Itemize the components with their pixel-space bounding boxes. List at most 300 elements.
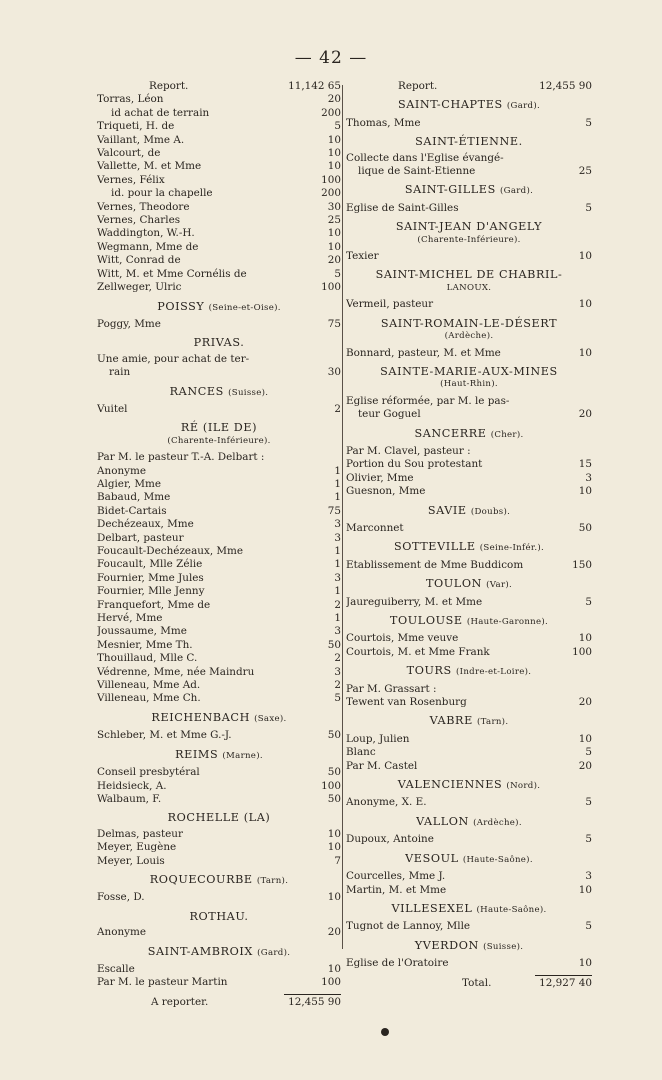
entry-name — [346, 152, 575, 179]
locality-region: (Nord). — [506, 781, 541, 792]
locality-region: (Tarn). — [477, 717, 509, 728]
entry-amount: 5 — [585, 116, 592, 129]
entry-amount: 3 — [334, 571, 341, 584]
locality-name: SAINT-MICHEL DE CHABRIL- — [375, 268, 563, 282]
entry-amount: 5 — [585, 746, 592, 759]
entry-amount: 5 — [585, 796, 592, 809]
entry-row — [97, 625, 341, 638]
locality-name: PRIVAS. — [193, 336, 245, 350]
entry-name: Martin, M. et Mme — [346, 883, 447, 896]
entry-row — [97, 491, 341, 504]
entry-amount: 1 — [334, 464, 341, 477]
entry-amount: 20 — [578, 759, 592, 772]
entry-amount: 50 — [327, 766, 341, 779]
entry-amount: 200 — [321, 106, 341, 119]
entry-row — [97, 612, 341, 625]
entry-amount: 25 — [327, 214, 341, 227]
bottom-ornament — [381, 1028, 389, 1036]
entry-row — [97, 227, 341, 240]
locality-heading — [346, 98, 592, 113]
entry-amount: 30 — [327, 366, 341, 379]
locality-heading — [97, 910, 341, 923]
locality-heading — [346, 183, 592, 198]
entry-amount: 10 — [327, 227, 341, 240]
entry-name: Thomas, Mme — [346, 116, 421, 129]
locality-name: SOTTEVILLE — [393, 540, 476, 554]
entry-name: Par M. le pasteur T.-A. Delbart : — [97, 451, 265, 464]
entry-row — [97, 692, 341, 705]
locality-region: (Ardèche). — [473, 817, 522, 828]
entry-name-line: lique de Saint-Etienne — [358, 165, 476, 178]
entry-amount: 1 — [334, 612, 341, 625]
entry-amount: 5 — [585, 920, 592, 933]
locality-region: (Seine-et-Oise). — [208, 302, 281, 313]
locality-heading — [346, 614, 592, 629]
entry-name: Eglise de l'Oratoire — [346, 957, 449, 970]
locality-heading — [97, 873, 341, 888]
entry-amount: 50 — [327, 792, 341, 805]
report-row — [346, 80, 592, 93]
entry-row — [97, 963, 341, 976]
entry-name: Joussaume, Mme — [97, 625, 187, 638]
locality-name: SAINT-ÉTIENNE. — [415, 135, 523, 149]
entry-name: Heidsieck, A. — [97, 779, 167, 792]
locality-heading — [346, 135, 592, 148]
entry-amount: 10 — [578, 250, 592, 263]
entry-amount: 10 — [578, 298, 592, 311]
entry-amount: 100 — [572, 645, 592, 658]
locality-heading — [346, 540, 592, 555]
entry-name: Anonyme — [97, 926, 147, 939]
entry-name: Witt, M. et Mme Cornélis de — [97, 267, 247, 280]
locality-name: SAINT-AMBROIX — [147, 944, 253, 958]
locality-heading — [97, 711, 341, 726]
entry-name: Vernes, Charles — [97, 214, 181, 227]
entry-name: Courcelles, Mme J. — [346, 870, 446, 883]
entry-row — [97, 585, 341, 598]
carry-forward-row — [97, 994, 341, 1009]
entry-name: Vallette, M. et Mme — [97, 160, 202, 173]
entry-name: Fournier, Mlle Jenny — [97, 585, 205, 598]
entry-row — [97, 201, 341, 214]
entry-name — [97, 353, 324, 380]
entry-row — [346, 152, 592, 179]
entry-name: Walbaum, F. — [97, 792, 162, 805]
locality-name: RANCES — [169, 384, 224, 398]
entry-row — [346, 683, 592, 696]
entry-amount: 100 — [321, 976, 341, 989]
entry-name: Mesnier, Mme Th. — [97, 638, 193, 651]
locality-heading — [346, 778, 592, 793]
entry-row — [97, 93, 341, 106]
entry-row — [97, 891, 341, 904]
entry-name: Olivier, Mme — [346, 471, 414, 484]
entry-amount: 75 — [327, 504, 341, 517]
entry-row — [346, 298, 592, 311]
locality-region: (Doubs). — [470, 506, 511, 517]
page-number: — 42 — — [294, 48, 368, 68]
entry-name: Escalle — [97, 962, 135, 975]
entry-row — [346, 870, 592, 883]
entry-row — [97, 841, 341, 854]
entry-amount: 1 — [334, 558, 341, 571]
entry-amount: 1 — [334, 545, 341, 557]
entry-name: Waddington, W.-H. — [97, 227, 195, 240]
entry-name: Algier, Mme — [97, 477, 162, 490]
entry-amount: 10 — [327, 827, 341, 840]
entry-row — [97, 214, 341, 227]
entry-row — [97, 639, 341, 652]
locality-heading — [97, 945, 341, 960]
entry-name-line: teur Goguel — [358, 408, 421, 421]
entry-name: Witt, Conrad de — [97, 254, 181, 267]
entry-row — [97, 187, 341, 200]
entry-name: Thouillaud, Mlle C. — [97, 652, 198, 665]
entry-row — [346, 733, 592, 746]
column-divider — [342, 85, 343, 949]
entry-row — [346, 696, 592, 709]
entry-name: id. pour la chapelle — [111, 187, 213, 200]
locality-heading — [346, 427, 592, 442]
entry-row — [97, 147, 341, 160]
entry-name: Jaureguiberry, M. et Mme — [346, 595, 483, 608]
entry-amount: 30 — [327, 200, 341, 213]
entry-name: Foucault-Dechézeaux, Mme — [97, 545, 244, 557]
entry-row — [97, 318, 341, 331]
entry-name: Wegmann, Mme de — [97, 240, 199, 253]
entry-amount: 1 — [334, 585, 341, 598]
entry-row — [346, 445, 592, 458]
entry-name: Delmas, pasteur — [97, 827, 183, 840]
locality-region: (Suisse). — [483, 941, 524, 952]
entry-row — [97, 241, 341, 254]
entry-row — [346, 920, 592, 933]
entry-name: Courtois, Mme veuve — [346, 632, 459, 645]
locality-heading — [97, 385, 341, 400]
entry-name: Bidet-Cartais — [97, 504, 167, 517]
entry-row — [97, 353, 341, 380]
entry-row — [97, 478, 341, 491]
entry-row — [97, 465, 341, 478]
locality-heading — [346, 577, 592, 592]
entry-name: Par M. le pasteur Martin — [97, 976, 228, 989]
entry-row — [97, 572, 341, 585]
entry-amount: 20 — [327, 926, 341, 939]
locality-heading — [97, 300, 341, 315]
entry-row — [346, 522, 592, 535]
locality-region: (Charente-Inférieure). — [417, 234, 521, 245]
total-row — [346, 975, 592, 990]
entry-amount: 1 — [334, 477, 341, 490]
entry-row — [97, 107, 341, 120]
entry-amount: 10 — [327, 841, 341, 854]
entry-amount: 2 — [334, 652, 341, 665]
entry-name: Hervé, Mme — [97, 612, 163, 625]
entry-amount: 150 — [572, 558, 592, 571]
entry-row — [97, 174, 341, 187]
entry-name: Vermeil, pasteur — [346, 298, 434, 311]
locality-name: REIMS — [175, 747, 219, 761]
entry-row — [97, 976, 341, 989]
entry-name: Portion du Sou protestant — [346, 458, 483, 471]
locality-name: RÉ (ILE DE) — [180, 421, 258, 435]
entry-name: Anonyme — [97, 464, 147, 477]
carry-amount: 12,455 90 — [284, 994, 341, 1009]
locality-region: LANOUX. — [446, 282, 492, 293]
locality-name: SAVIE — [427, 503, 467, 517]
locality-region: (Haut-Rhin). — [440, 379, 498, 390]
entry-name: Franquefort, Mme de — [97, 598, 211, 611]
locality-region: (Ardèche). — [444, 331, 494, 342]
entry-row — [97, 599, 341, 612]
locality-name: YVERDON — [414, 938, 479, 952]
entry-amount: 5 — [585, 833, 592, 846]
entry-row — [97, 729, 341, 742]
locality-region: (Marne). — [222, 750, 263, 761]
locality-heading — [97, 748, 341, 763]
entry-amount: 10 — [327, 240, 341, 253]
entry-row — [97, 679, 341, 692]
locality-name: SAINT-ROMAIN-LE-DÉSERT — [380, 316, 558, 330]
carry-label: A reporter. — [151, 995, 209, 1008]
entry-name: Report. — [149, 80, 189, 92]
entry-row — [97, 666, 341, 679]
entry-name: Loup, Julien — [346, 732, 410, 745]
locality-name: TOURS — [406, 664, 452, 678]
entry-name: Tewent van Rosenburg — [346, 696, 467, 709]
entry-name: Bonnard, pasteur, M. et Mme — [346, 346, 501, 359]
right-column — [346, 80, 592, 990]
entry-name: Vernes, Theodore — [97, 200, 190, 213]
locality-heading — [346, 268, 592, 295]
locality-name: VABRE — [429, 714, 473, 728]
locality-region: (Saxe). — [254, 713, 287, 724]
entry-name: Valcourt, de — [97, 147, 161, 160]
entry-row — [346, 884, 592, 897]
entry-name: Védrenne, Mme, née Maindru — [97, 665, 255, 678]
entry-row — [346, 796, 592, 809]
locality-heading — [346, 815, 592, 830]
entry-row — [97, 268, 341, 281]
entry-name: Anonyme, X. E. — [346, 796, 427, 809]
entry-name: Babaud, Mme — [97, 491, 171, 504]
entry-amount: 200 — [321, 187, 341, 200]
entry-row — [346, 395, 592, 422]
entry-amount: 20 — [578, 408, 592, 421]
entry-row — [97, 926, 341, 939]
entry-row — [346, 472, 592, 485]
entry-amount: 10 — [327, 147, 341, 160]
entry-name: Guesnon, Mme — [346, 485, 426, 498]
locality-name: SAINT-GILLES — [404, 183, 496, 197]
entry-row — [346, 458, 592, 471]
locality-heading — [97, 421, 341, 448]
entry-row — [346, 746, 592, 759]
entry-name: Eglise de Saint-Gilles — [346, 201, 459, 214]
locality-name: VESOUL — [405, 851, 459, 865]
entry-name: Dupoux, Antoine — [346, 833, 434, 846]
locality-heading — [346, 365, 592, 392]
entry-name — [346, 395, 575, 422]
locality-heading — [346, 939, 592, 954]
entry-name: Texier — [346, 250, 379, 263]
locality-name: POISSY — [157, 299, 205, 313]
entry-name: Blanc — [346, 746, 376, 759]
entry-name: Vernes, Félix — [97, 173, 165, 186]
entry-name: Marconnet — [346, 521, 404, 534]
entry-amount: 5 — [585, 595, 592, 608]
entry-name: Schleber, M. et Mme G.-J. — [97, 729, 232, 742]
locality-name: VILLESEXEL — [391, 901, 473, 915]
locality-region: (Haute-Garonne). — [466, 617, 549, 627]
entry-name-line: Une amie, pour achat de ter- — [97, 352, 250, 365]
locality-region: (Haute-Saône). — [476, 904, 547, 915]
entry-row — [97, 558, 341, 571]
entry-row — [97, 281, 341, 294]
entry-row — [346, 559, 592, 572]
entry-name: Par M. Castel — [346, 759, 418, 772]
locality-heading — [346, 317, 592, 344]
entry-row — [346, 596, 592, 609]
locality-heading — [346, 902, 592, 917]
entry-amount: 10 — [578, 883, 592, 896]
entry-amount: 3 — [334, 531, 341, 544]
entry-name: Conseil presbytéral — [97, 766, 200, 779]
entry-amount: 10 — [578, 632, 592, 645]
locality-heading — [97, 336, 341, 349]
entry-amount: 75 — [327, 317, 341, 330]
entry-row — [97, 766, 341, 779]
locality-name: TOULOUSE — [389, 614, 463, 627]
locality-region: (Charente-Inférieure). — [167, 435, 271, 446]
entry-amount: 25 — [578, 165, 592, 178]
entry-name: Fournier, Mme Jules — [97, 571, 204, 584]
entry-amount: 5 — [585, 201, 592, 214]
entry-amount: 11,142 65 — [288, 80, 341, 92]
locality-heading — [346, 220, 592, 247]
locality-heading — [346, 714, 592, 729]
entry-row — [97, 780, 341, 793]
entry-amount: 10 — [578, 732, 592, 745]
locality-region: (Seine-Infér.). — [479, 543, 545, 554]
entry-amount: 10 — [327, 133, 341, 146]
entry-amount: 5 — [334, 120, 341, 133]
left-column — [97, 80, 341, 1009]
entry-name: Dechézeaux, Mme — [97, 518, 194, 531]
entry-amount: 3 — [585, 471, 592, 484]
entry-amount: 20 — [327, 254, 341, 267]
entry-row — [97, 120, 341, 133]
entry-amount: 10 — [327, 160, 341, 173]
locality-name: REICHENBACH — [151, 710, 250, 724]
entry-name: Courtois, M. et Mme Frank — [346, 645, 490, 658]
entry-row — [97, 451, 341, 464]
locality-region: (Indre-et-Loire). — [455, 667, 532, 678]
locality-name: TOULON — [425, 577, 482, 591]
locality-region: (Cher). — [490, 429, 524, 440]
entry-row — [97, 505, 341, 518]
entry-name-line: rain — [109, 366, 131, 379]
entry-name: Meyer, Louis — [97, 854, 165, 867]
entry-name: Triqueti, H. de — [97, 120, 175, 133]
entry-row — [97, 855, 341, 868]
entry-row — [346, 646, 592, 659]
entry-row — [346, 485, 592, 498]
entry-amount: 2 — [334, 402, 341, 415]
entry-amount: 1 — [334, 491, 341, 504]
entry-amount: 10 — [578, 957, 592, 970]
entry-amount: 50 — [327, 729, 341, 742]
entry-name: Par M. Clavel, pasteur : — [346, 444, 471, 457]
report-row — [97, 80, 341, 93]
locality-region: (Gard). — [257, 947, 291, 958]
locality-heading — [97, 811, 341, 824]
entry-row — [97, 545, 341, 558]
entry-row — [346, 250, 592, 263]
entry-name: Delbart, pasteur — [97, 531, 184, 544]
entry-row — [97, 134, 341, 147]
entry-row — [97, 403, 341, 416]
entry-amount: 12,455 90 — [539, 80, 592, 92]
entry-row — [97, 532, 341, 545]
locality-name: ROQUECOURBE — [149, 872, 253, 886]
entry-amount: 7 — [334, 854, 341, 867]
entry-amount: 2 — [334, 598, 341, 611]
entry-amount: 3 — [334, 625, 341, 638]
locality-name: SAINT-JEAN D'ANGELY — [395, 220, 543, 234]
locality-name: SANCERRE — [414, 426, 487, 440]
entry-name-line: Collecte dans l'Eglise évangé- — [346, 151, 504, 164]
locality-name: ROTHAU. — [189, 909, 249, 923]
entry-row — [97, 652, 341, 665]
locality-name: ROCHELLE (LA) — [167, 811, 271, 825]
entry-amount: 20 — [327, 93, 341, 106]
entry-name: Fosse, D. — [97, 891, 145, 904]
entry-amount: 50 — [578, 521, 592, 534]
entry-amount: 50 — [327, 638, 341, 651]
entry-amount: 100 — [321, 779, 341, 792]
locality-name: SAINT-CHAPTES — [397, 98, 503, 112]
entry-name: Meyer, Eugène — [97, 841, 177, 854]
entry-amount: 3 — [334, 518, 341, 531]
entry-name: Villeneau, Mme Ch. — [97, 692, 201, 705]
entry-row — [97, 793, 341, 806]
locality-region: (Haute-Saône). — [462, 854, 533, 865]
entry-amount: 10 — [578, 346, 592, 359]
total-label: Total. — [462, 976, 492, 989]
entry-name: Report. — [398, 80, 438, 92]
locality-region: (Suisse). — [228, 387, 269, 398]
entry-amount: 3 — [334, 665, 341, 678]
locality-name: VALENCIENNES — [397, 778, 503, 792]
locality-region: (Gard). — [506, 101, 541, 112]
entry-name-line: Eglise réformée, par M. le pas- — [346, 394, 510, 407]
entry-name: Tugnot de Lannoy, Mlle — [346, 920, 471, 933]
entry-name: Zellweger, Ulric — [97, 281, 182, 294]
entry-amount: 100 — [321, 281, 341, 294]
total-amount: 12,927 40 — [535, 975, 592, 990]
entry-amount: 5 — [334, 692, 341, 705]
entry-amount: 3 — [585, 870, 592, 883]
entry-amount: 10 — [578, 485, 592, 498]
entry-name: Poggy, Mme — [97, 317, 161, 330]
entry-name: Vuitel — [97, 402, 128, 415]
entry-row — [97, 828, 341, 841]
entry-name: Etablissement de Mme Buddicom — [346, 558, 524, 571]
locality-region: (Tarn). — [256, 875, 289, 886]
entry-amount: 15 — [578, 458, 592, 471]
locality-heading — [346, 852, 592, 867]
